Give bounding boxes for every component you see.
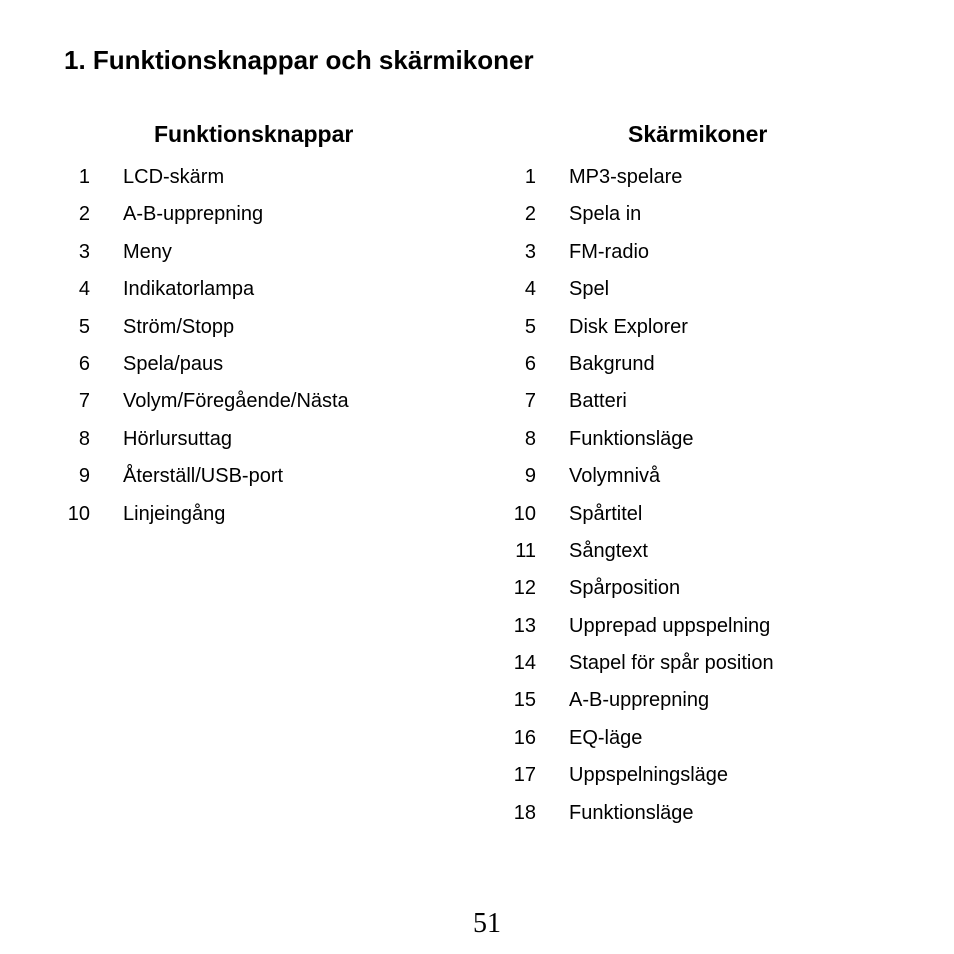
- item-label: FM-radio: [569, 240, 650, 263]
- list-item: [506, 684, 774, 721]
- item-label: Indikatorlampa: [123, 278, 255, 301]
- item-number: 6: [524, 352, 536, 375]
- list-item: [60, 311, 349, 348]
- item-number: 2: [78, 203, 90, 226]
- item-label: Bakgrund: [569, 352, 655, 375]
- list-item: [506, 273, 774, 310]
- item-number: 3: [78, 240, 90, 263]
- item-label: Sångtext: [569, 539, 648, 562]
- list-item: [506, 385, 774, 422]
- item-number: 9: [524, 465, 536, 488]
- item-number: 16: [513, 726, 536, 749]
- item-label: EQ-läge: [569, 726, 643, 749]
- list-item: [506, 572, 774, 609]
- page-number: 51: [473, 908, 501, 939]
- list-item: [506, 498, 774, 535]
- item-label: Spela/paus: [123, 352, 224, 375]
- list-item: [506, 797, 774, 834]
- item-label: Uppspelningsläge: [569, 764, 729, 787]
- item-number: 10: [67, 502, 90, 525]
- function-buttons-heading: Funktionsknappar: [154, 121, 354, 147]
- list-item: [60, 385, 349, 422]
- item-label: A-B-upprepning: [569, 689, 710, 712]
- item-label: Återställ/USB-port: [123, 465, 284, 488]
- item-number: 8: [524, 427, 536, 450]
- function-buttons-list: [60, 161, 349, 535]
- item-number: 11: [515, 539, 536, 562]
- item-number: 14: [513, 652, 536, 675]
- item-number: 7: [524, 390, 536, 413]
- list-item: [506, 460, 774, 497]
- list-item: [506, 423, 774, 460]
- item-label: LCD-skärm: [123, 166, 225, 188]
- item-label: Volym/Föregående/Nästa: [123, 390, 349, 413]
- item-label: Stapel för spår position: [569, 652, 774, 675]
- item-number: 5: [524, 315, 536, 338]
- item-label: Upprepad uppspelning: [569, 614, 771, 637]
- list-item: [506, 759, 774, 796]
- item-number: 4: [78, 278, 90, 301]
- screen-icons-heading: Skärmikoner: [628, 121, 768, 147]
- item-label: A-B-upprepning: [123, 203, 264, 226]
- list-item: [506, 198, 774, 235]
- item-number: 7: [78, 390, 90, 413]
- list-item: [506, 161, 774, 198]
- list-item: [506, 610, 774, 647]
- item-label: Spårtitel: [569, 502, 643, 525]
- item-number: 18: [513, 801, 536, 824]
- list-item: [60, 236, 349, 273]
- item-label: Funktionsläge: [569, 801, 694, 824]
- item-label: Ström/Stopp: [123, 315, 235, 338]
- list-item: [60, 348, 349, 385]
- item-label: Meny: [123, 240, 172, 263]
- item-number: 5: [78, 315, 90, 338]
- item-number: 12: [513, 577, 536, 600]
- item-label: Hörlursuttag: [123, 427, 232, 450]
- list-item: [60, 423, 349, 460]
- page-title: 1. Funktionsknappar och skärmikoner: [64, 45, 534, 75]
- item-number: 6: [78, 352, 90, 375]
- item-number: 8: [78, 427, 90, 450]
- item-number: 1: [78, 166, 90, 188]
- item-number: 10: [513, 502, 536, 525]
- item-label: Linjeingång: [123, 502, 226, 525]
- item-label: Volymnivå: [569, 465, 661, 488]
- item-label: Spela in: [569, 203, 642, 226]
- list-item: [506, 348, 774, 385]
- list-item: [506, 535, 774, 572]
- list-item: [60, 273, 349, 310]
- item-label: Funktionsläge: [569, 427, 694, 450]
- item-number: 1: [524, 166, 536, 188]
- item-number: 13: [513, 614, 536, 637]
- item-number: 15: [513, 689, 536, 712]
- item-number: 4: [524, 278, 536, 301]
- item-label: Spårposition: [569, 577, 681, 600]
- item-number: 2: [524, 203, 536, 226]
- screen-icons-list: [506, 161, 774, 834]
- list-item: [60, 198, 349, 235]
- list-item: [506, 311, 774, 348]
- item-label: Batteri: [569, 390, 627, 413]
- item-label: Spel: [569, 278, 610, 301]
- item-number: 17: [513, 764, 536, 787]
- list-item: [506, 722, 774, 759]
- list-item: [60, 460, 349, 497]
- item-number: 3: [524, 240, 536, 263]
- list-item: [506, 647, 774, 684]
- list-item: [506, 236, 774, 273]
- list-item: [60, 161, 349, 198]
- item-number: 9: [78, 465, 90, 488]
- list-item: [60, 498, 349, 535]
- item-label: MP3-spelare: [569, 166, 683, 188]
- item-label: Disk Explorer: [569, 315, 688, 338]
